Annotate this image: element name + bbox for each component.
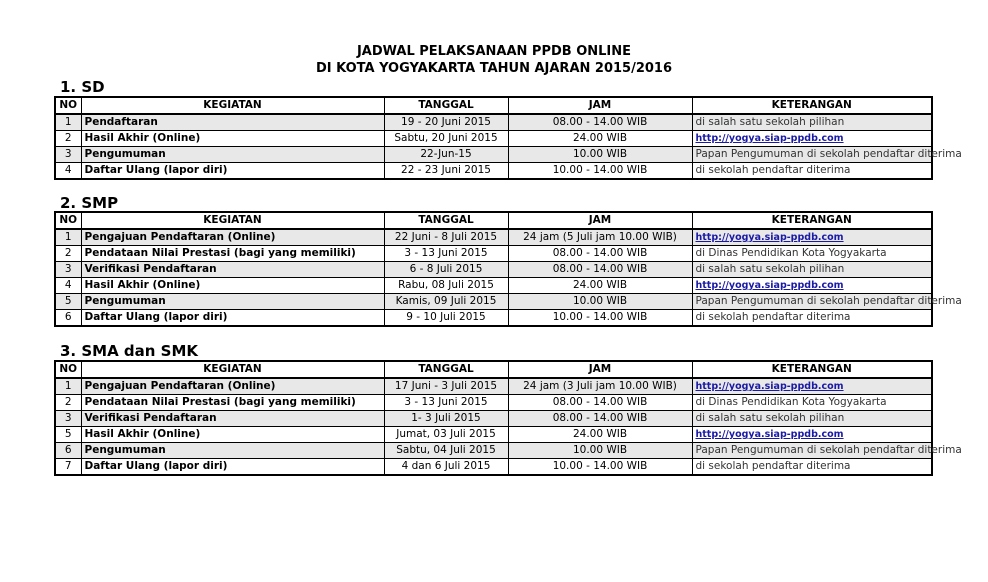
row-kegiatan: Daftar Ulang (lapor diri) [81, 310, 384, 327]
column-header: KETERANGAN [692, 212, 932, 229]
row-kegiatan: Hasil Akhir (Online) [81, 427, 384, 443]
table-row [55, 114, 932, 131]
row-keterangan: Papan Pengumuman di sekolah pendaftar diterima [692, 443, 932, 459]
row-tanggal: 9 - 10 Juli 2015 [384, 310, 508, 327]
row-jam: 10.00 - 14.00 WIB [508, 310, 692, 327]
row-tanggal: 22 - 23 Juni 2015 [384, 163, 508, 180]
table-header-row [55, 361, 932, 378]
row-tanggal: 6 - 8 Juli 2015 [384, 262, 508, 278]
schedule-table [54, 211, 962, 327]
row-kegiatan: Pendaftaran [81, 114, 384, 131]
column-header: KETERANGAN [692, 97, 932, 114]
column-header: NO [55, 361, 81, 378]
ppdb-link[interactable]: http://yogya.siap-ppdb.com [692, 229, 932, 246]
row-tanggal: 3 - 13 Juni 2015 [384, 246, 508, 262]
table-row [55, 459, 932, 476]
row-kegiatan: Pengumuman [81, 294, 384, 310]
row-jam: 10.00 WIB [508, 294, 692, 310]
row-no: 5 [55, 427, 81, 443]
row-keterangan: di sekolah pendaftar diterima [692, 459, 932, 476]
row-tanggal: Sabtu, 04 Juli 2015 [384, 443, 508, 459]
row-tanggal: Kamis, 09 Juli 2015 [384, 294, 508, 310]
row-tanggal: 22 Juni - 8 Juli 2015 [384, 229, 508, 246]
row-keterangan: Papan Pengumuman di sekolah pendaftar diterima [692, 294, 932, 310]
column-header: TANGGAL [384, 361, 508, 378]
row-tanggal: Jumat, 03 Juli 2015 [384, 427, 508, 443]
row-jam: 08.00 - 14.00 WIB [508, 246, 692, 262]
column-header: KETERANGAN [692, 361, 932, 378]
row-kegiatan: Hasil Akhir (Online) [81, 278, 384, 294]
row-no: 6 [55, 443, 81, 459]
row-jam: 08.00 - 14.00 WIB [508, 411, 692, 427]
table-row [55, 443, 932, 459]
section-heading: 1. SD [60, 78, 105, 96]
table-row [55, 163, 932, 180]
table-row [55, 378, 932, 395]
table-row [55, 294, 932, 310]
table-row [55, 278, 932, 294]
schedule-table [54, 360, 962, 476]
table-row [55, 147, 932, 163]
section-heading: 3. SMA dan SMK [60, 342, 199, 360]
schedule-table [54, 96, 962, 180]
row-tanggal: Sabtu, 20 Juni 2015 [384, 131, 508, 147]
row-keterangan: di sekolah pendaftar diterima [692, 310, 932, 327]
row-no: 6 [55, 310, 81, 327]
row-kegiatan: Verifikasi Pendaftaran [81, 411, 384, 427]
row-keterangan: di salah satu sekolah pilihan [692, 411, 932, 427]
column-header: KEGIATAN [81, 361, 384, 378]
row-no: 1 [55, 229, 81, 246]
row-kegiatan: Pengajuan Pendaftaran (Online) [81, 229, 384, 246]
row-tanggal: 22-Jun-15 [384, 147, 508, 163]
row-jam: 24 jam (5 Juli jam 10.00 WIB) [508, 229, 692, 246]
row-no: 5 [55, 294, 81, 310]
row-jam: 24 jam (3 Juli jam 10.00 WIB) [508, 378, 692, 395]
table-row [55, 427, 932, 443]
row-keterangan: di sekolah pendaftar diterima [692, 163, 932, 180]
column-header: KEGIATAN [81, 212, 384, 229]
column-header: NO [55, 212, 81, 229]
table-row [55, 246, 932, 262]
column-header: JAM [508, 361, 692, 378]
ppdb-link[interactable]: http://yogya.siap-ppdb.com [692, 131, 932, 147]
row-jam: 10.00 - 14.00 WIB [508, 459, 692, 476]
doc-title-line-2: DI KOTA YOGYAKARTA TAHUN AJARAN 2015/2016 [315, 61, 673, 76]
row-kegiatan: Daftar Ulang (lapor diri) [81, 163, 384, 180]
row-no: 3 [55, 147, 81, 163]
row-kegiatan: Pendataan Nilai Prestasi (bagi yang memiliki) [81, 246, 384, 262]
table-row [55, 411, 932, 427]
row-tanggal: 1- 3 Juli 2015 [384, 411, 508, 427]
doc-title-line-1: JADWAL PELAKSANAAN PPDB ONLINE [356, 44, 632, 59]
table-row [55, 395, 932, 411]
table-header-row [55, 212, 932, 229]
row-no: 4 [55, 163, 81, 180]
ppdb-link[interactable]: http://yogya.siap-ppdb.com [692, 378, 932, 395]
table-row [55, 310, 932, 327]
table-row [55, 262, 932, 278]
row-keterangan: di Dinas Pendidikan Kota Yogyakarta [692, 395, 932, 411]
row-keterangan: Papan Pengumuman di sekolah pendaftar diterima [692, 147, 932, 163]
row-kegiatan: Pengajuan Pendaftaran (Online) [81, 378, 384, 395]
row-kegiatan: Pengumuman [81, 443, 384, 459]
row-no: 2 [55, 395, 81, 411]
section-heading: 2. SMP [60, 194, 119, 212]
table-row [55, 229, 932, 246]
row-tanggal: 4 dan 6 Juli 2015 [384, 459, 508, 476]
row-jam: 24.00 WIB [508, 278, 692, 294]
row-no: 3 [55, 411, 81, 427]
row-tanggal: 3 - 13 Juni 2015 [384, 395, 508, 411]
row-jam: 10.00 WIB [508, 443, 692, 459]
ppdb-link[interactable]: http://yogya.siap-ppdb.com [692, 278, 932, 294]
row-keterangan: di salah satu sekolah pilihan [692, 114, 932, 131]
column-header: NO [55, 97, 81, 114]
row-jam: 10.00 WIB [508, 147, 692, 163]
ppdb-link[interactable]: http://yogya.siap-ppdb.com [692, 427, 932, 443]
row-tanggal: 17 Juni - 3 Juli 2015 [384, 378, 508, 395]
row-no: 2 [55, 131, 81, 147]
row-jam: 08.00 - 14.00 WIB [508, 395, 692, 411]
row-kegiatan: Pendataan Nilai Prestasi (bagi yang memiliki) [81, 395, 384, 411]
row-kegiatan: Pengumuman [81, 147, 384, 163]
row-no: 3 [55, 262, 81, 278]
column-header: TANGGAL [384, 212, 508, 229]
column-header: JAM [508, 212, 692, 229]
row-kegiatan: Verifikasi Pendaftaran [81, 262, 384, 278]
row-no: 7 [55, 459, 81, 476]
row-jam: 08.00 - 14.00 WIB [508, 262, 692, 278]
row-jam: 24.00 WIB [508, 131, 692, 147]
row-no: 1 [55, 114, 81, 131]
row-no: 2 [55, 246, 81, 262]
column-header: JAM [508, 97, 692, 114]
row-kegiatan: Hasil Akhir (Online) [81, 131, 384, 147]
row-jam: 10.00 - 14.00 WIB [508, 163, 692, 180]
row-kegiatan: Daftar Ulang (lapor diri) [81, 459, 384, 476]
row-jam: 08.00 - 14.00 WIB [508, 114, 692, 131]
row-keterangan: di salah satu sekolah pilihan [692, 262, 932, 278]
table-header-row [55, 97, 932, 114]
row-jam: 24.00 WIB [508, 427, 692, 443]
row-tanggal: Rabu, 08 Juli 2015 [384, 278, 508, 294]
row-no: 4 [55, 278, 81, 294]
column-header: TANGGAL [384, 97, 508, 114]
table-row [55, 131, 932, 147]
column-header: KEGIATAN [81, 97, 384, 114]
row-keterangan: di Dinas Pendidikan Kota Yogyakarta [692, 246, 932, 262]
row-tanggal: 19 - 20 Juni 2015 [384, 114, 508, 131]
row-no: 1 [55, 378, 81, 395]
